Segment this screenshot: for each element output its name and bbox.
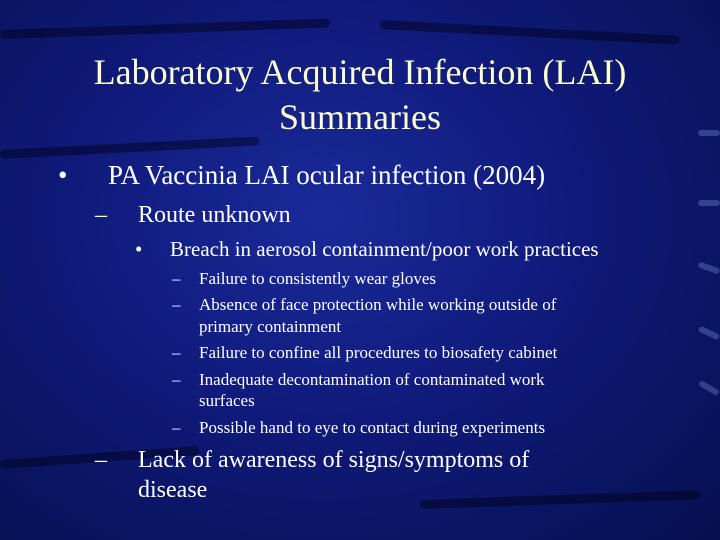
route-item: Route unknown (138, 202, 291, 228)
sub-item: Absence of face protection while working outside of (199, 295, 557, 314)
sub-item: Failure to consistently wear gloves (199, 269, 437, 288)
sub-item: Possible hand to eye to contact during experiments (199, 418, 546, 437)
dash-marker: – (172, 269, 181, 288)
dash-marker: – (172, 295, 181, 314)
dash-marker: – (95, 202, 107, 228)
sub-item-continued: surfaces (199, 391, 255, 410)
sub-item: Failure to confine all procedures to biosafety cabinet (199, 343, 558, 362)
bg-streak (420, 490, 700, 509)
sub-item-continued: primary containment (199, 317, 342, 336)
bg-accent (698, 261, 720, 274)
breach-item: Breach in aerosol containment/poor work practices (170, 237, 599, 261)
title-line-1: Laboratory Acquired Infection (LAI) (93, 52, 627, 92)
slide-title (0, 50, 720, 140)
bullet-main: PA Vaccinia LAI ocular infection (2004) (108, 160, 546, 190)
bullet-marker: • (135, 237, 143, 261)
dash-marker: – (172, 370, 181, 389)
dash-marker: – (95, 447, 107, 473)
dash-marker: – (172, 418, 181, 437)
sub-item: Inadequate decontamination of contaminated work (199, 370, 545, 389)
awareness-item: Lack of awareness of signs/symptoms of (138, 447, 530, 473)
bg-accent (698, 200, 720, 206)
awareness-item-continued: disease (138, 477, 208, 503)
bg-streak (380, 20, 680, 45)
bg-accent (698, 326, 720, 341)
title-line-2: Summaries (279, 97, 441, 137)
dash-marker: – (172, 343, 181, 362)
bg-accent (698, 380, 720, 396)
bg-streak (0, 18, 330, 39)
bullet-marker: • (58, 160, 68, 190)
